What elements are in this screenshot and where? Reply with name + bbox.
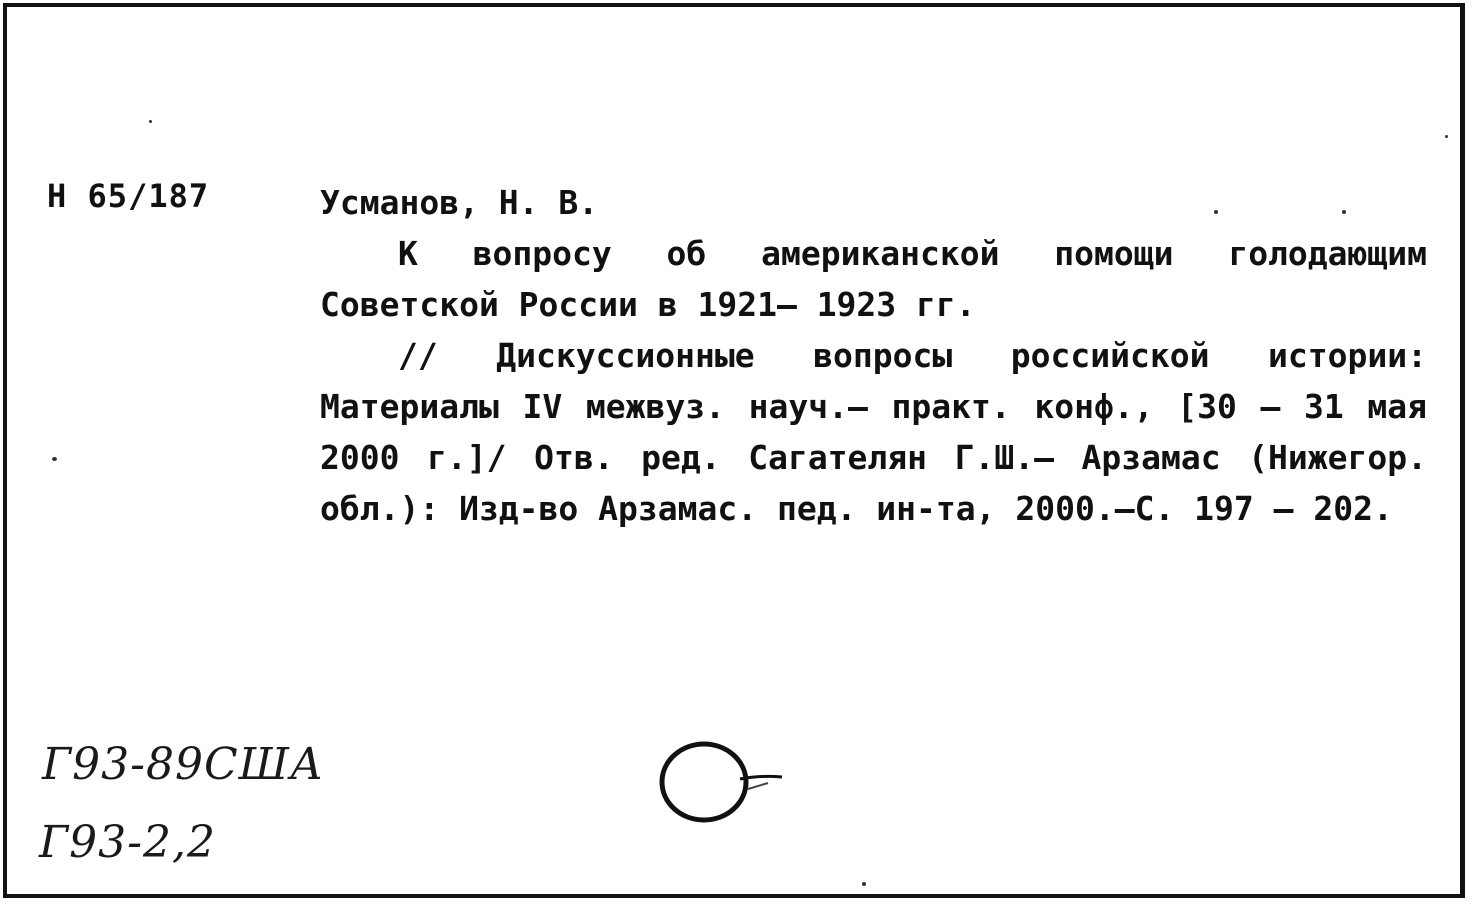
- dust-speck: [1445, 135, 1448, 138]
- dust-speck: [1214, 210, 1218, 214]
- author-heading: Усманов, Н. В.: [320, 183, 599, 222]
- handwritten-classification-2: Г93-2,2: [39, 817, 216, 868]
- dust-speck: [149, 120, 152, 123]
- source-paragraph: // Дискуссионные вопросы российской истории: Материалы IV межвуз. науч.– практ. конф., [30 – 31 мая 2000 г.]/ Отв. ред. Сагателян Г.Ш.– Арзамас (Нижегор. обл.): Изд-во Арзамас. пед. ин-та, 2000.–С. 197 – 202.: [320, 336, 1427, 528]
- catalog-card: [3, 3, 1465, 898]
- dust-speck: [862, 882, 866, 886]
- circle-mark-icon: [652, 737, 787, 827]
- handwritten-classification-1: Г93-89США: [42, 739, 325, 790]
- bibliographic-entry: [320, 177, 1427, 534]
- dust-speck: [1342, 210, 1346, 214]
- title-paragraph: К вопросу об американской помощи голодающим Советской России в 1921– 1923 гг.: [320, 234, 1427, 324]
- dust-speck: [52, 457, 57, 461]
- shelfmark: Н 65/187: [47, 177, 210, 215]
